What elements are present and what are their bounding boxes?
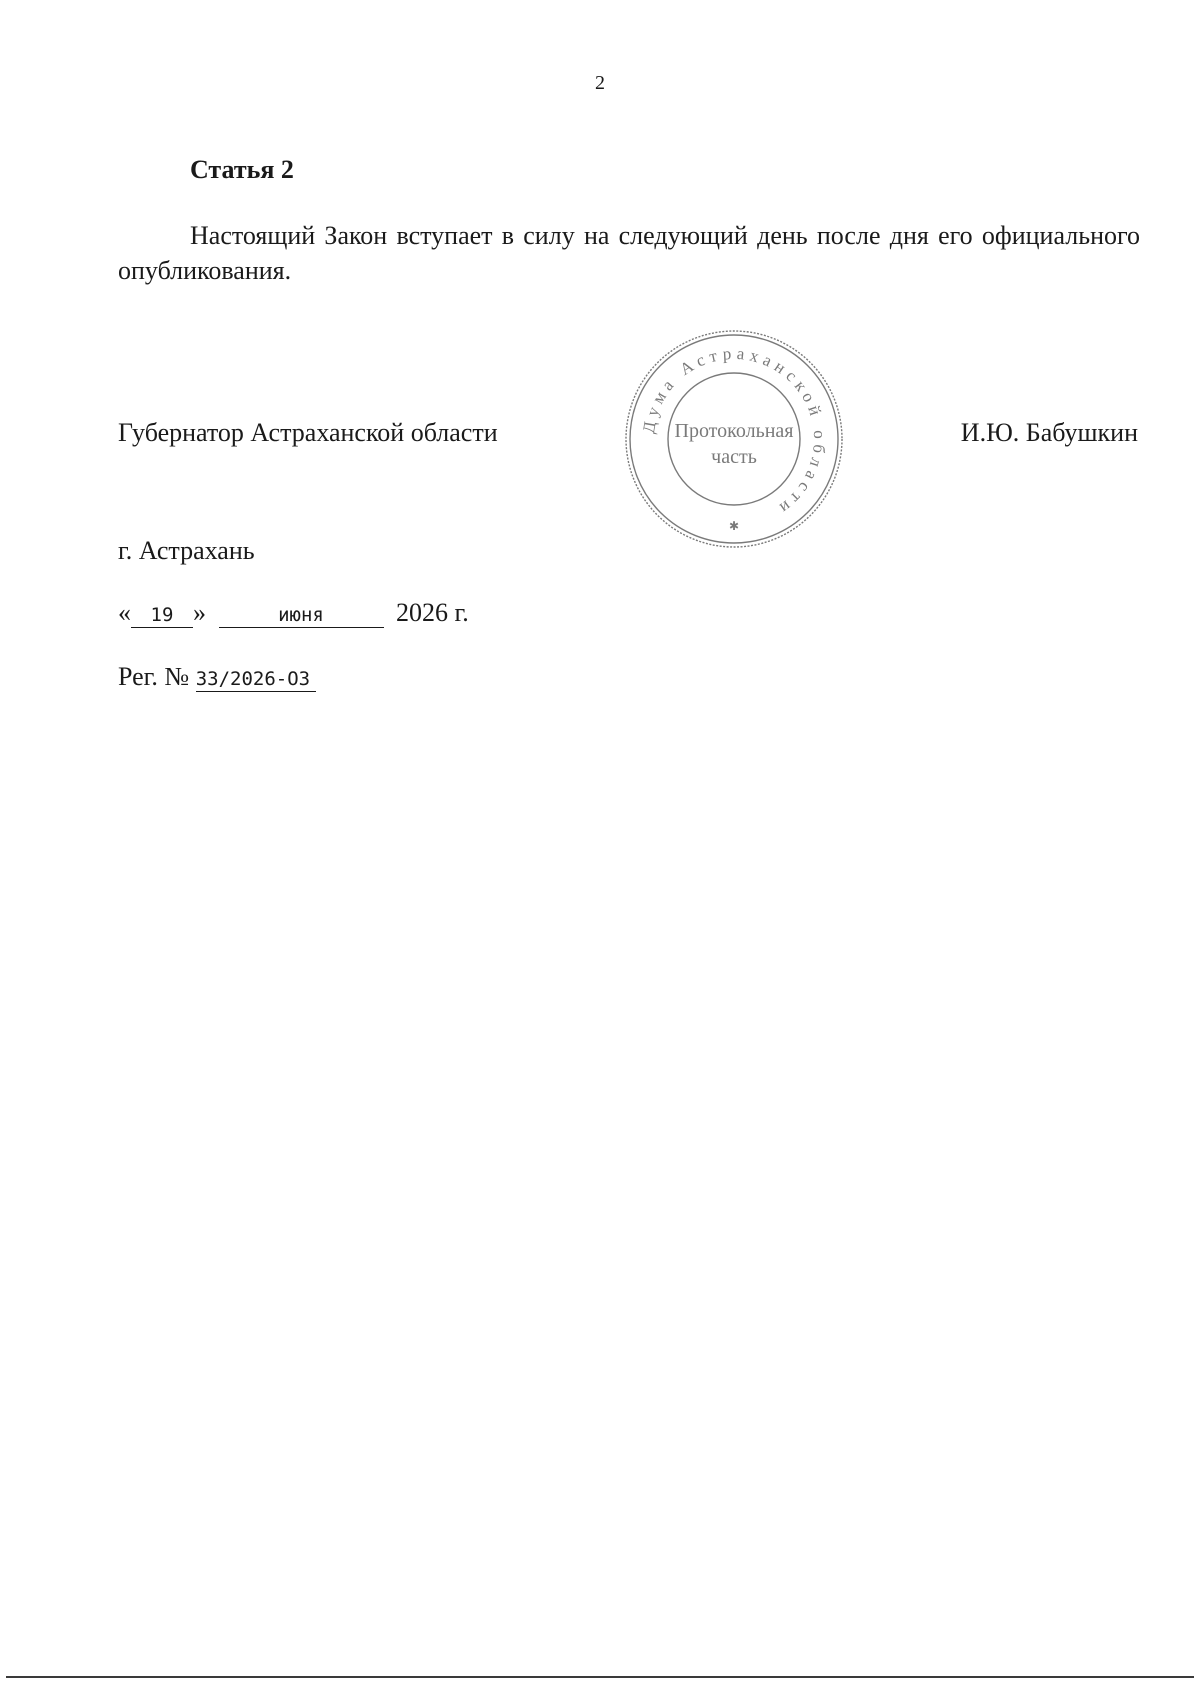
page-number: 2 bbox=[595, 72, 605, 94]
stamp-star-icon: ✱ bbox=[728, 519, 740, 533]
stamp-center-line1: Протокольная bbox=[674, 420, 794, 442]
page-bottom-rule bbox=[6, 1676, 1194, 1678]
article-body: Настоящий Закон вступает в силу на следующий день после дня его официального опубликования. bbox=[118, 221, 1140, 285]
signature-title: Губернатор Астраханской области bbox=[118, 418, 498, 447]
date-close-quote: » bbox=[193, 598, 206, 627]
signature-name: И.Ю. Бабушкин bbox=[960, 418, 1138, 447]
registration-number: 33/2026-ОЗ bbox=[196, 667, 316, 692]
date-open-quote: « bbox=[118, 598, 131, 627]
stamp-ring-textpath: Дума Астраханской области bbox=[638, 343, 830, 521]
date-day: 19 bbox=[131, 603, 193, 628]
date-month: июня bbox=[219, 603, 384, 628]
date-line bbox=[118, 598, 469, 628]
protocol-stamp bbox=[620, 325, 848, 553]
place-of-signing: г. Астрахань bbox=[118, 536, 255, 565]
stamp-center-line2: часть bbox=[711, 446, 757, 468]
registration-line bbox=[118, 662, 316, 692]
registration-label: Рег. № bbox=[118, 662, 190, 691]
article-heading: Статья 2 bbox=[190, 155, 294, 184]
date-year: 2026 г. bbox=[396, 598, 469, 627]
